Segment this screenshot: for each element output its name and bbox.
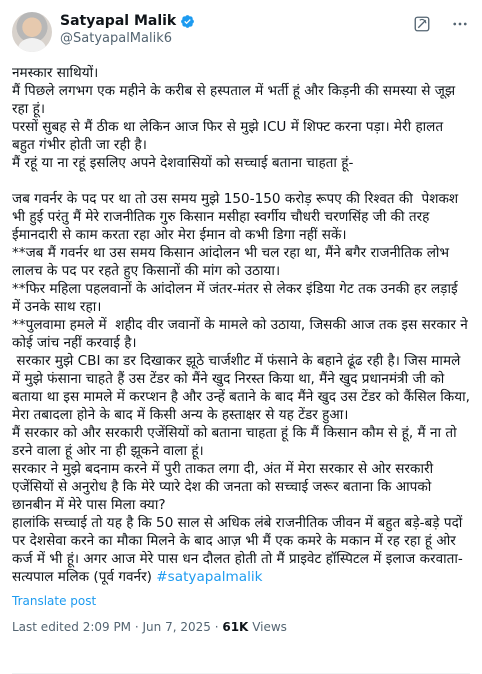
meta-separator: ·: [134, 620, 143, 634]
verified-badge-icon: [180, 14, 195, 29]
author-identity: [60, 12, 195, 48]
author-handle[interactable]: @SatyapalMalik6: [60, 31, 173, 46]
views-label: Views: [252, 620, 287, 634]
hashtag-link[interactable]: #satyapalmalik: [156, 569, 263, 585]
post-time[interactable]: 2:09 PM: [82, 620, 132, 634]
tweet-header: [12, 12, 470, 56]
post-body: नमस्कार साथियों। मैं पिछले लगभग एक महीने के करीब से हस्पताल में भर्ती हूं और किड़नी की समस्या से जूझ रहा हूं। परसों सुबह से मैं ठीक था लेकिन आज फिर से मुझे ICU में शिफ्ट करना पड़ा। मेरी हालत बहुत गंभीर होती जा रही है। मैं रहूं या ना रहूं इसलिए अपने देशवासियों को सच्चाई बताना चाहता हूं- जब गवर्नर के पद पर था तो उस समय मुझे 150-150 करोड़ रूपए की रिश्वत की पेशकश भी हुई परंतु मैं मेरे राजनीतिक गुरु किसान मसीहा स्वर्गीय चौधरी चरणसिंह जी की तरह ईमानदारी से काम करता रहा ओर मेरा ईमान वो कभी डिगा नहीं सकें। **जब मैं गवर्नर था उस समय किसान आंदोलन भी चल रहा था, मैंने बगैर राजनीतिक लोभ लालच के पद पर रहते हुए किसानों की मांग को उठाया। **फिर महिला पहलवानों के आंदोलन में जंतर-मंतर से लेकर इंडिया गेट तक उनकी हर लड़ाई में उनके साथ रहा। **पुलवामा हमले में शहीद वीर जवानों के मामले को उठाया, जिसकी आज तक इस सरकार ने कोई जांच नहीं करवाई है। सरकार मुझे CBI का डर दिखाकर झूठे चार्जशीट में फंसाने के बहाने ढूंढ रही है। जिस मामले में मुझे फंसाना चाहते हैं उस टेंडर को मैंने खुद निरस्त किया था, मैंने खुद प्रधानमंत्री जी को बताया था इस मामले में करप्शन है और उन्हें बताने के बाद मैंने खुद उस टेंडर को कैंसिल किया, मेरा तबादला होने के बाद में किसी अन्य के हस्ताक्षर से यह टेंडर हुआ। मैं सरकार को और सरकारी एजेंसियों को बताना चाहता हूं कि मैं किसान कौम से हूं, मैं ना तो डरने वाला हूं ओर ना ही झूकने वाला हूं। सरकार ने मुझे बदनाम करने में पुरी ताकत लगा दी, अंत में मेरा सरकार से ओर सरकारी एजेंसियों से अनुरोध है कि मेरे प्यारे देश की जनता को सच्चाई जरूर बताना कि आपको छानबीन में मेरे पास मिला क्या? हालांकि सच्चाई तो यह है कि 50 साल से अधिक लंबे राजनीतिक जीवन में बहुत बड़े-बड़े पदों पर देशसेवा करने का मौका मिलने के बाद आज़ भी मैं एक कमरे के मकान में रह रहा हूं ओर कर्ज में भी हूं। अगर आज मेरे पास धन दौलत होती तो मैं प्राइवेट हॉस्पिटल में इलाज करवाता- सत्यपाल मलिक (पूर्व गवर्नर): [12, 65, 470, 585]
post-date[interactable]: Jun 7, 2025: [142, 620, 211, 634]
views-count: 61K: [222, 620, 249, 634]
more-icon: [451, 15, 469, 33]
grok-icon: [413, 15, 431, 33]
post-meta: [12, 620, 470, 634]
author-name-row: [60, 12, 195, 30]
author-name[interactable]: Satyapal Malik: [60, 13, 177, 29]
more-options-button[interactable]: [450, 14, 470, 34]
header-actions: [412, 12, 470, 34]
meta-separator: ·: [214, 620, 223, 634]
translate-post-link[interactable]: Translate post: [12, 594, 97, 608]
post-text: [12, 64, 470, 586]
edited-label[interactable]: Last edited: [12, 620, 79, 634]
avatar[interactable]: [12, 12, 52, 52]
grok-button[interactable]: [412, 14, 432, 34]
